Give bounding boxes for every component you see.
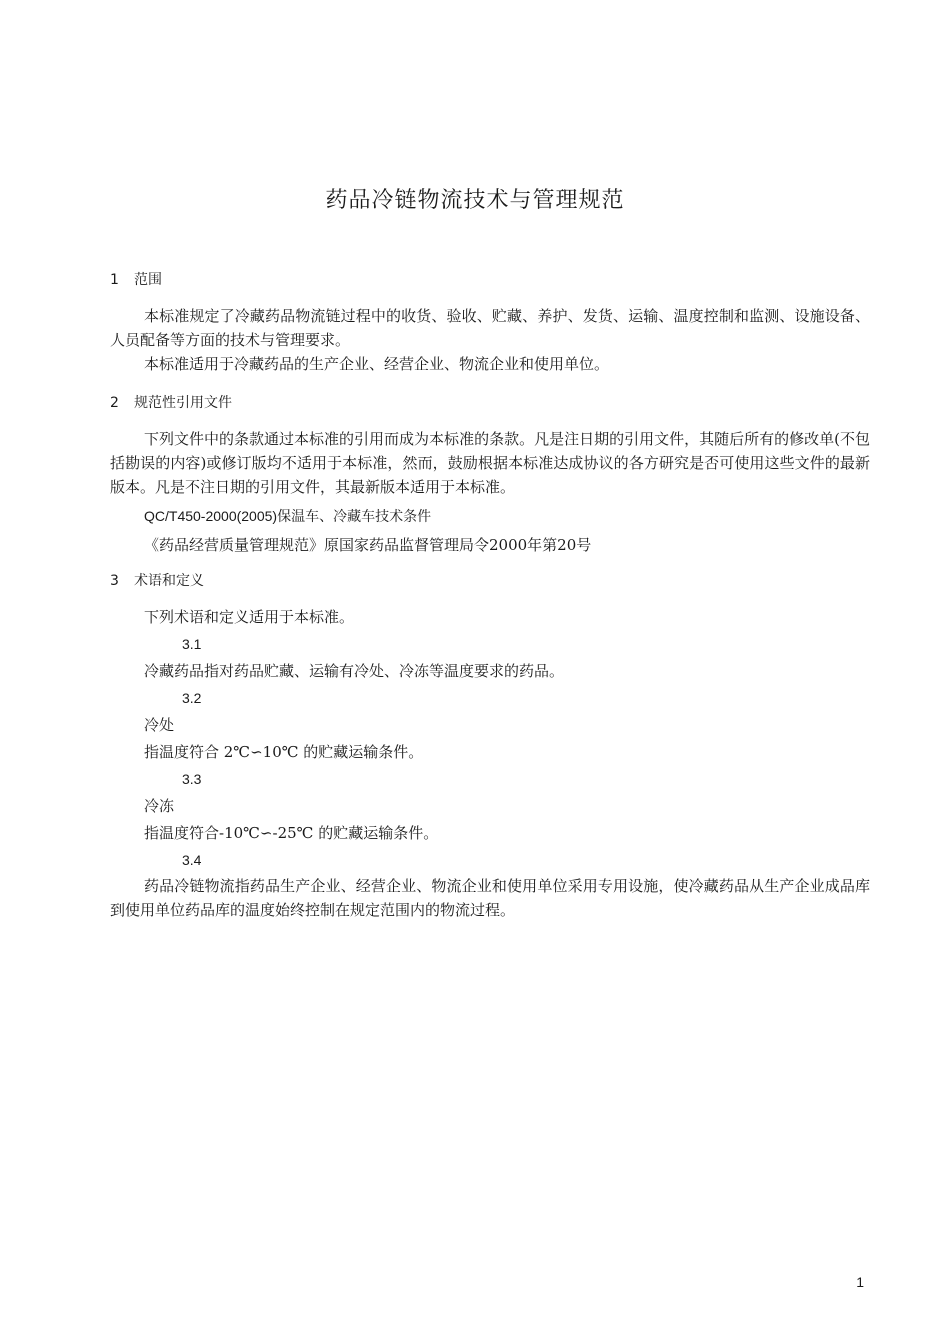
term-number: 3.1: [182, 636, 202, 652]
document-title: 药品冷链物流技术与管理规范: [325, 188, 625, 213]
section-title: 范围: [134, 272, 162, 288]
section-number: 1: [110, 272, 119, 288]
section-heading-scope: [110, 268, 162, 292]
section-number: 3: [110, 573, 119, 589]
term-number: 3.4: [182, 852, 202, 868]
term-number: 3.3: [182, 771, 202, 787]
term-definition: 指温度符合-10℃∽-25℃ 的贮藏运输条件。: [144, 824, 439, 842]
term-name: 冷冻: [144, 797, 175, 815]
references-paragraph: 下列文件中的条款通过本标准的引用而成为本标准的条款。凡是注日期的引用文件，其随后所有的修改单(不包括勘误的内容)或修订版均不适用于本标准，然而，鼓励根据本标准达成协议的各方研究是否可使用这些文件的最新版本。凡是不注日期的引用文件，其最新版本适用于本标准。: [110, 430, 870, 496]
section-heading-references: [110, 391, 232, 415]
section-number: 2: [110, 395, 119, 411]
reference-item: QC/T450-2000(2005)保温车、冷藏车技术条件: [144, 508, 432, 524]
term-definition: 药品冷链物流指药品生产企业、经营企业、物流企业和使用单位采用专用设施，使冷藏药品从生产企业成品库到使用单位药品库的温度始终控制在规定范围内的物流过程。: [110, 877, 870, 919]
scope-paragraph-2: 本标准适用于冷藏药品的生产企业、经营企业、物流企业和使用单位。: [144, 355, 610, 373]
term-definition: 指温度符合 2℃∽10℃ 的贮藏运输条件。: [144, 743, 424, 761]
scope-paragraph-1: 本标准规定了冷藏药品物流链过程中的收货、验收、贮藏、养护、发货、运输、温度控制和监测、设施设备、人员配备等方面的技术与管理要求。: [110, 307, 870, 349]
section-title: 规范性引用文件: [134, 395, 232, 411]
term-number: 3.2: [182, 690, 202, 706]
section-heading-terms: [110, 569, 204, 593]
page-number: 1: [856, 1274, 864, 1290]
terms-intro: 下列术语和定义适用于本标准。: [144, 608, 355, 626]
term-name: 冷处: [144, 716, 175, 734]
term-definition: 冷藏药品指对药品贮藏、运输有冷处、冷冻等温度要求的药品。: [144, 662, 565, 680]
section-title: 术语和定义: [134, 573, 204, 589]
reference-item: 《药品经营质量管理规范》原国家药品监督管理局令2000年第20号: [144, 536, 592, 554]
